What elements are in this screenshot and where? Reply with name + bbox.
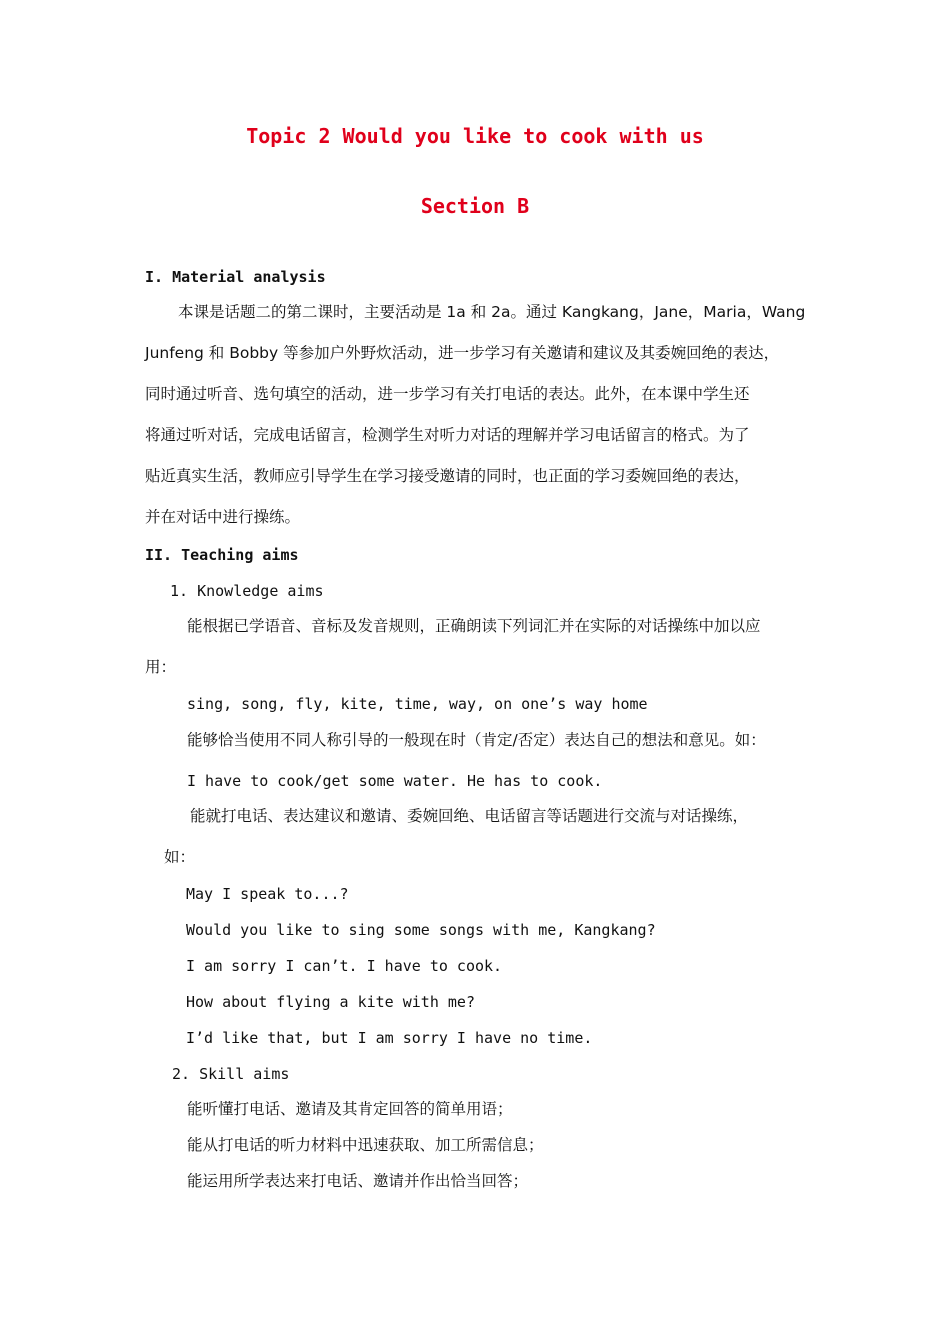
- vocabulary-list: sing, song, fly, kite, time, way, on one’s way home: [187, 695, 648, 713]
- example-sentence: How about flying a kite with me?: [186, 993, 475, 1011]
- material-paragraph-line: 贴近真实生活，教师应引导学生在学习接受邀请的同时，也正面的学习委婉回绝的表达，: [145, 467, 750, 485]
- skill-aim-item: 能从打电话的听力材料中迅速获取、加工所需信息；: [187, 1136, 544, 1154]
- document-title: Topic 2 Would you like to cook with us: [246, 124, 704, 148]
- example-sentence: I’d like that, but I am sorry I have no time.: [186, 1029, 593, 1047]
- grammar-aim: 能够恰当使用不同人称引导的一般现在时（肯定/否定）表达自己的想法和意见。如：: [187, 731, 766, 749]
- material-analysis-heading: I. Material analysis: [145, 268, 326, 286]
- material-paragraph-line: 将通过听对话，完成电话留言，检测学生对听力对话的理解并学习电话留言的格式。为了: [145, 426, 750, 444]
- example-sentence: Would you like to sing some songs with me, Kangkang?: [186, 921, 656, 939]
- topics-aim-line: 能就打电话、表达建议和邀请、委婉回绝、电话留言等话题进行交流与对话操练，: [190, 807, 749, 825]
- material-paragraph-line: 同时通过听音、选句填空的活动，进一步学习有关打电话的表达。此外，在本课中学生还: [145, 385, 750, 403]
- material-paragraph-line: 本课是话题二的第二课时，主要活动是 1a 和 2a。通过 Kangkang，Jane，Maria，Wang: [178, 303, 806, 321]
- material-paragraph-line: Junfeng 和 Bobby 等参加户外野炊活动，进一步学习有关邀请和建议及其委婉回绝的表达，: [145, 344, 780, 362]
- section-title: Section B: [420, 194, 530, 218]
- teaching-aims-heading: II. Teaching aims: [145, 546, 299, 564]
- skill-aim-item: 能听懂打电话、邀请及其肯定回答的简单用语；: [187, 1100, 513, 1118]
- topics-aim-line: 如：: [164, 848, 196, 866]
- skill-aim-item: 能运用所学表达来打电话、邀请并作出恰当回答；: [187, 1172, 529, 1190]
- grammar-example: I have to cook/get some water. He has to cook.: [187, 772, 603, 790]
- knowledge-aims-label: 1. Knowledge aims: [170, 582, 324, 600]
- skill-aims-label: 2. Skill aims: [172, 1065, 290, 1083]
- knowledge-intro-line: 用：: [145, 658, 177, 676]
- example-sentence: I am sorry I can’t. I have to cook.: [186, 957, 503, 975]
- example-sentence: May I speak to...?: [186, 885, 349, 903]
- knowledge-intro-line: 能根据已学语音、音标及发音规则，正确朗读下列词汇并在实际的对话操练中加以应: [187, 617, 761, 635]
- material-paragraph-line: 并在对话中进行操练。: [145, 508, 301, 526]
